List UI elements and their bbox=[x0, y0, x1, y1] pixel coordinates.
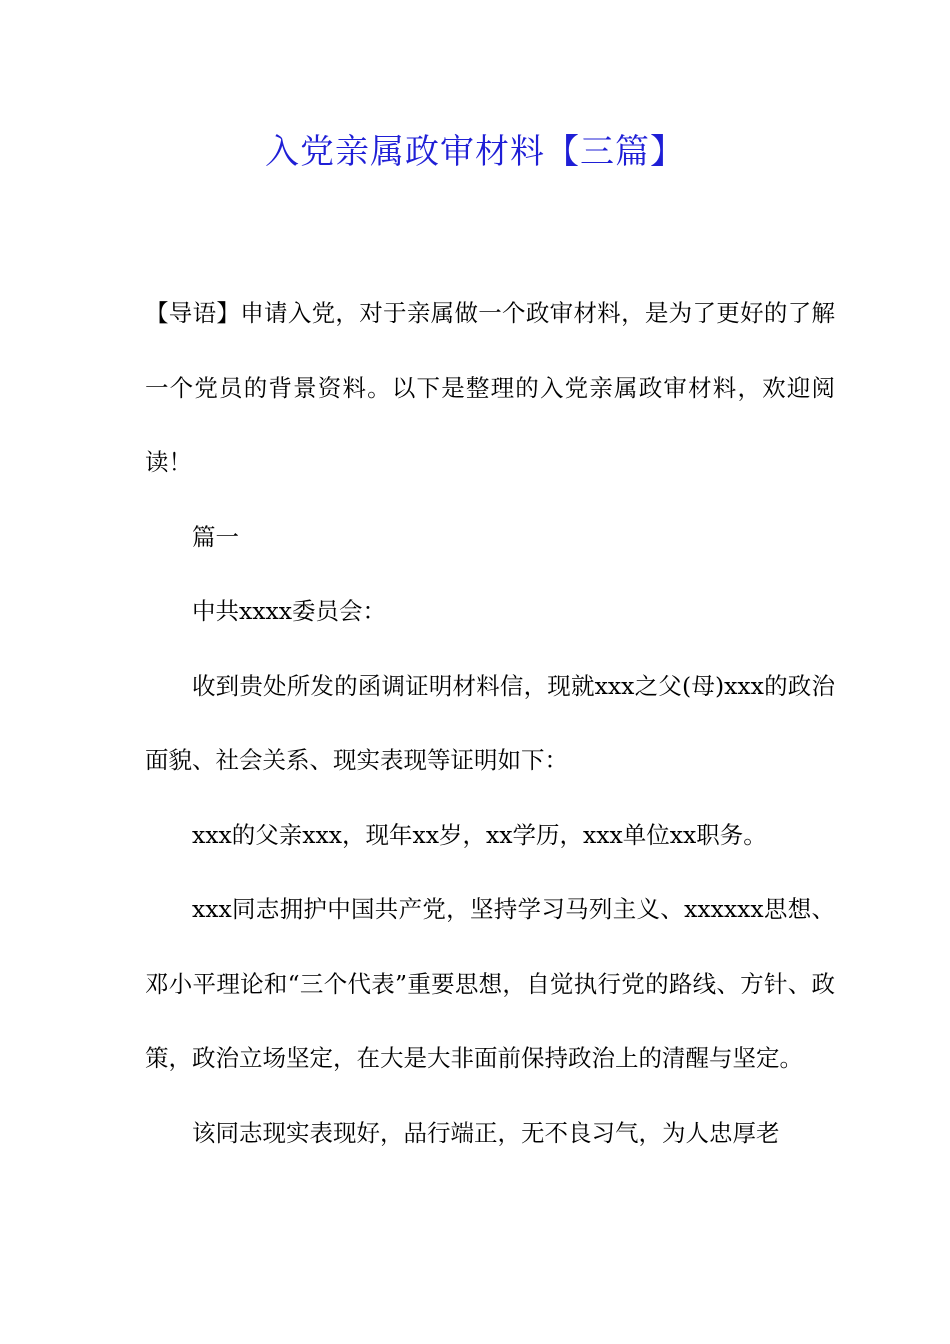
document-title: 入党亲属政审材料【三篇】 bbox=[265, 132, 685, 172]
body-paragraph: xxx同志拥护中国共产党，坚持学习马列主义、xxxxxx思想、邓小平理论和“三个代表”重要思想，自觉执行党的路线、方针、政策，政治立场坚定，在大是大非面前保持政治上的清醒与坚定。 bbox=[145, 895, 835, 1072]
salutation: 中共xxxx委员会： bbox=[192, 597, 387, 625]
section-heading: 篇一 bbox=[192, 522, 239, 551]
body-paragraph: xxx的父亲xxx，现年xx岁，xx学历，xxx单位xx职务。 bbox=[192, 820, 767, 849]
document-body bbox=[145, 276, 835, 1170]
body-paragraph: 收到贵处所发的函调证明材料信，现就xxx之父(母)xxx的政治面貌、社会关系、现实表现等证明如下： bbox=[145, 671, 835, 774]
intro-paragraph: 【导语】申请入党，对于亲属做一个政审材料，是为了更好的了解一个党员的背景资料。以下是整理的入党亲属政审材料，欢迎阅读！ bbox=[145, 299, 835, 476]
body-paragraph: 该同志现实表现好，品行端正，无不良习气，为人忠厚老 bbox=[192, 1118, 780, 1147]
